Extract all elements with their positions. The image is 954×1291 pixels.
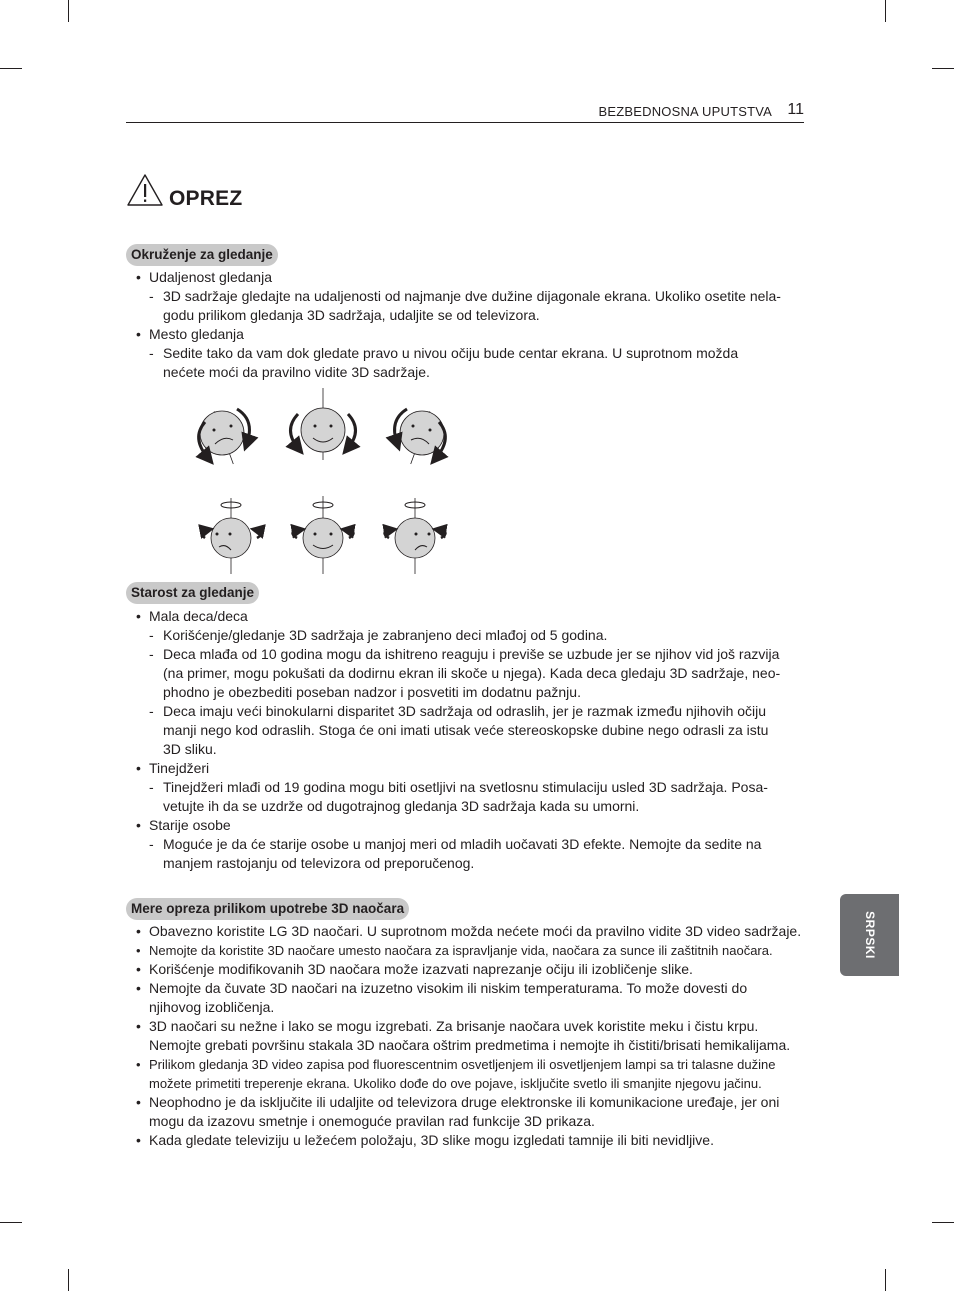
list-item: nećete moći da pravilno vidite 3D sadržaje. bbox=[163, 364, 430, 380]
list-item: godu prilikom gledanja 3D sadržaja, udaljite se od televizora. bbox=[163, 307, 540, 323]
list-item: • Kada gledate televiziju u ležećem položaju, 3D slike mogu izgledati tamnije ili biti nevidljive. bbox=[126, 1131, 816, 1150]
list-item: • 3D naočari su nežne i lako se mogu izgrebati. Za brisanje naočara uvek koristite meku i čistu krpu. bbox=[126, 1017, 816, 1036]
list-item: možete primetiti treperenje ekrana. Ukoliko dođe do ove pojave, isključite svetlo ili smanjite njegovu jačinu. bbox=[149, 1076, 762, 1091]
crop-mark bbox=[885, 1269, 886, 1291]
crop-mark bbox=[932, 1222, 954, 1223]
crop-mark bbox=[0, 68, 22, 69]
list-item: • Nemojte da čuvate 3D naočari na izuzetno visokim ili niskim temperaturama. To može dovesti do bbox=[126, 979, 816, 998]
page-header bbox=[126, 101, 804, 123]
language-tab-label: SRPSKI bbox=[862, 911, 877, 959]
list-item: • Prilikom gledanja 3D video zapisa pod fluorescentnim osvetljenjem ili osvetljenjem lampi sa tri talasne dužine bbox=[126, 1055, 816, 1074]
crop-mark bbox=[885, 0, 886, 22]
section-label-viewing-age: Starost za gledanje bbox=[126, 582, 259, 604]
list-item: • Nemojte da koristite 3D naočare umesto naočara za ispravljanje vida, naočara za sunce ili zaštitnih naočara. bbox=[126, 941, 816, 960]
tilted-right-face bbox=[395, 409, 446, 464]
viewing-position-illustration bbox=[185, 388, 475, 578]
list-item: phodno je obezbediti poseban nadzor i posvetiti im dodatnu pažnju. bbox=[163, 684, 581, 700]
facing-front-face bbox=[292, 496, 353, 574]
list-item: • Korišćenje modifikovanih 3D naočara može izazvati naprezanje očiju ili izobličenje slike. bbox=[126, 960, 816, 979]
list-item: • Mala deca/deca bbox=[126, 607, 816, 626]
happy-face bbox=[291, 388, 356, 460]
header-section-title: BEZBEDNOSNA UPUTSTVA bbox=[598, 104, 772, 119]
list-item: • Tinejdžeri bbox=[126, 759, 816, 778]
list-item: • Obavezno koristite LG 3D naočari. U suprotnom možda nećete moći da pravilno vidite 3D video sadržaje. bbox=[126, 922, 816, 941]
viewing-environment-list bbox=[126, 268, 816, 382]
viewing-age-list bbox=[126, 607, 816, 873]
list-item: • Mesto gledanja bbox=[126, 325, 816, 344]
list-item: - Sedite tako da vam dok gledate pravo u nivou očiju bude centar ekrana. U suprotnom možda bbox=[126, 344, 816, 363]
crop-mark bbox=[0, 1222, 22, 1223]
section-label-viewing-environment: Okruženje za gledanje bbox=[126, 244, 278, 266]
list-item: - Deca mlađa od 10 godina mogu da ishitreno reaguju i previše se uzbude jer se njihov vid još razvija bbox=[126, 645, 816, 664]
list-item: • Udaljenost gledanja bbox=[126, 268, 816, 287]
language-tab bbox=[840, 894, 899, 976]
list-item: • Starije osobe bbox=[126, 816, 816, 835]
list-item: manjem rastojanju od televizora od preporučenog. bbox=[163, 855, 475, 871]
page-number: 11 bbox=[787, 101, 804, 118]
3d-glasses-list bbox=[126, 922, 816, 1150]
list-item: mogu da izazovu smetnje i onemoguće pravilan rad funkcije 3D prikaza. bbox=[149, 1113, 595, 1129]
crop-mark bbox=[68, 1269, 69, 1291]
list-item: manji nego kod odraslih. Stoga će oni imati utisak veće stereoskopske dubine nego odrasli za istu bbox=[163, 722, 769, 738]
list-item: - Moguće je da će starije osobe u manjoj meri od mladih uočavati 3D efekte. Nemojte da sedite na bbox=[126, 835, 816, 854]
list-item: 3D sliku. bbox=[163, 741, 217, 757]
list-item: (na primer, mogu pokušati da dodirnu ekran ili skoče u njega). Kada deca gledaju 3D sadržaje, neo- bbox=[163, 665, 781, 681]
list-item: vetujte ih da se uzdrže od dugotrajnog gledanja 3D sadržaja kada su umorni. bbox=[163, 798, 640, 814]
section-label-3d-glasses: Mere opreza prilikom upotrebe 3D naočara bbox=[126, 898, 409, 920]
crop-mark bbox=[932, 68, 954, 69]
list-item: - Tinejdžeri mlađi od 19 godina mogu biti osetljivi na svetlosnu stimulaciju usled 3D sadržaja. Posa- bbox=[126, 778, 816, 797]
warning-triangle-icon bbox=[126, 173, 164, 207]
list-item: njihovog izobličenja. bbox=[149, 999, 275, 1015]
turned-right-face bbox=[384, 498, 445, 574]
list-item: - Deca imaju veći binokularni disparitet 3D sadržaja od odraslih, jer je razmak između njihovih očiju bbox=[126, 702, 816, 721]
list-item: Nemojte grebati površinu stakala 3D naočara oštrim predmetima i nemojte ih čistiti/brisati hemikalijama. bbox=[149, 1037, 791, 1053]
list-item: - Korišćenje/gledanje 3D sadržaja je zabranjeno deci mlađoj od 5 godina. bbox=[126, 626, 816, 645]
tilted-left-face bbox=[199, 409, 250, 464]
list-item: • Neophodno je da isključite ili udaljite od televizora druge elektronske ili komunikacione uređaje, jer oni bbox=[126, 1093, 816, 1112]
crop-mark bbox=[68, 0, 69, 22]
page-title: OPREZ bbox=[169, 187, 243, 210]
turned-left-face bbox=[201, 498, 262, 574]
list-item: - 3D sadržaje gledajte na udaljenosti od najmanje dve dužine dijagonale ekrana. Ukoliko osetite nela- bbox=[126, 287, 816, 306]
